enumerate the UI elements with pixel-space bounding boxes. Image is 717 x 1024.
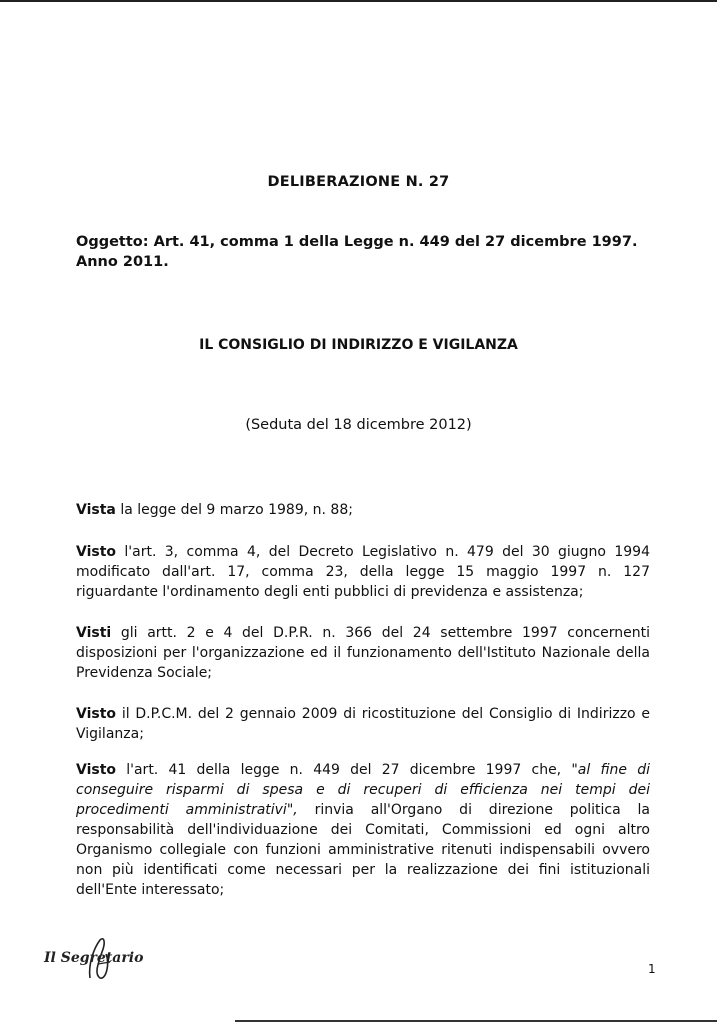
paragraph-text: l'art. 41 della legge n. 449 del 27 dicembre 1997 che,	[116, 762, 572, 778]
paragraph-quote: "al fine di conseguire risparmi di spesa e di recuperi di efficienza nei tempi dei procedimenti amministrativi",	[76, 762, 650, 818]
paragraph-vista-legge	[76, 500, 650, 520]
top-border	[0, 0, 717, 2]
paragraph-visti-dpr	[76, 623, 650, 683]
subject-year: Anno 2011.	[76, 254, 169, 270]
page-number: 1	[648, 962, 656, 976]
deliberation-title: DELIBERAZIONE N. 27	[267, 174, 450, 190]
paragraph-lead: Visti	[76, 625, 112, 641]
paragraph-text: l'art. 3, comma 4, del Decreto Legislativo n. 479 del 30 giugno 1994 modificato dall'art. 17, comma 23, della legge 15 maggio 1997 n. 127 riguardante l'ordinamento degli enti pubblici di previdenza e assistenza;	[76, 544, 650, 600]
paragraph-visto-art41	[76, 760, 650, 900]
paragraph-visto-dlgs	[76, 542, 650, 602]
signature-label: Il Segretario	[44, 950, 144, 966]
subject-line: Oggetto: Art. 41, comma 1 della Legge n. 449 del 27 dicembre 1997.	[76, 234, 638, 250]
council-heading: IL CONSIGLIO DI INDIRIZZO E VIGILANZA	[199, 337, 518, 353]
paragraph-text: gli artt. 2 e 4 del D.P.R. n. 366 del 24 settembre 1997 concernenti disposizioni per l'organizzazione ed il funzionamento dell'Istituto Nazionale della Previdenza Sociale;	[76, 625, 650, 681]
session-date: (Seduta del 18 dicembre 2012)	[245, 417, 472, 433]
paragraph-text: il D.P.C.M. del 2 gennaio 2009 di ricostituzione del Consiglio di Indirizzo e Vigilanza;	[76, 706, 650, 742]
bottom-border	[235, 1020, 717, 1022]
paragraph-text: la legge del 9 marzo 1989, n. 88;	[115, 502, 353, 518]
paragraph-lead: Visto	[76, 706, 117, 722]
paragraph-lead: Visto	[76, 544, 117, 560]
paragraph-text: rinvia all'Organo di direzione politica la responsabilità dell'individuazione dei Comitati, Commissioni ed ogni altro Organismo collegiale con funzioni amministrative ritenuti indispensabili ovvero non più identificati come necessari per la realizzazione dei fini istituzionali dell'Ente interessato;	[76, 802, 650, 898]
subject-block	[76, 232, 656, 272]
paragraph-visto-dpcm	[76, 704, 650, 744]
paragraph-lead: Visto	[76, 762, 117, 778]
paragraph-lead: Vista	[76, 502, 116, 518]
